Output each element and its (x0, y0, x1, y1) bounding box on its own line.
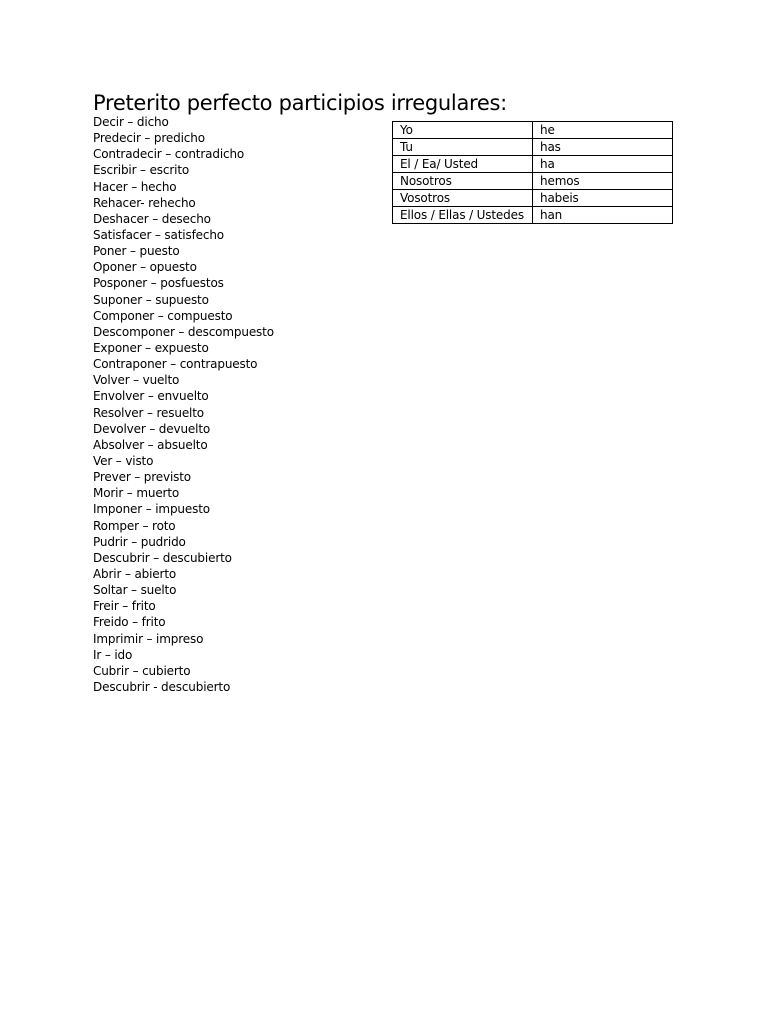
list-item: Posponer – posfuestos (93, 276, 224, 291)
form-cell: has (533, 139, 673, 156)
list-item: Absolver – absuelto (93, 437, 208, 452)
list-item: Descubrir - descubierto (93, 679, 231, 694)
form-cell: habeis (533, 190, 673, 207)
pronoun-cell: Yo (393, 122, 533, 139)
table-row (393, 190, 673, 207)
table-row (393, 122, 673, 139)
list-item: Descomponer – descompuesto (93, 324, 274, 339)
verb-participle-list (93, 114, 274, 695)
list-item: Deshacer – desecho (93, 211, 211, 226)
list-item: Rehacer- rehecho (93, 195, 196, 210)
pronoun-cell: Tu (393, 139, 533, 156)
list-item: Oponer – opuesto (93, 260, 197, 275)
list-item: Pudrir – pudrido (93, 534, 186, 549)
list-item: Ver – visto (93, 453, 154, 468)
list-item: Imprimir – impreso (93, 631, 204, 646)
list-item: Decir – dicho (93, 115, 169, 129)
list-item: Resolver – resuelto (93, 405, 204, 420)
list-item: Devolver – devuelto (93, 421, 211, 436)
list-item: Romper – roto (93, 518, 176, 533)
list-item: Componer – compuesto (93, 308, 233, 323)
form-cell: ha (533, 156, 673, 173)
list-item: Envolver – envuelto (93, 389, 209, 404)
list-item: Soltar – suelto (93, 583, 177, 598)
table-row (393, 173, 673, 190)
list-item: Escribir – escrito (93, 163, 190, 178)
list-item: Suponer – supuesto (93, 292, 209, 307)
list-item: Predecir – predicho (93, 131, 205, 146)
list-item: Satisfacer – satisfecho (93, 227, 224, 242)
pronoun-cell: Nosotros (393, 173, 533, 190)
pronoun-cell: El / Ea/ Usted (393, 156, 533, 173)
list-item: Freir – frito (93, 599, 156, 614)
list-item: Cubrir – cubierto (93, 663, 191, 678)
form-cell: hemos (533, 173, 673, 190)
page-title: Preterito perfecto participios irregulares: (93, 91, 507, 115)
list-item: Exponer – expuesto (93, 340, 209, 355)
table-row (393, 207, 673, 224)
form-cell: han (533, 207, 673, 224)
pronoun-cell: Ellos / Ellas / Ustedes (393, 207, 533, 224)
list-item: Hacer – hecho (93, 179, 177, 194)
table-row (393, 139, 673, 156)
list-item: Ir – ido (93, 647, 133, 662)
list-item: Morir – muerto (93, 486, 180, 501)
list-item: Contradecir – contradicho (93, 147, 245, 162)
list-item: Prever – previsto (93, 470, 191, 485)
form-cell: he (533, 122, 673, 139)
list-item: Freido – frito (93, 615, 166, 630)
list-item: Descubrir – descubierto (93, 550, 232, 565)
list-item: Imponer – impuesto (93, 502, 210, 517)
haber-conjugation-table (392, 121, 673, 224)
list-item: Abrir – abierto (93, 566, 177, 581)
list-item: Contraponer – contrapuesto (93, 357, 258, 372)
list-item: Volver – vuelto (93, 373, 180, 388)
list-item: Poner – puesto (93, 244, 180, 259)
table-row (393, 156, 673, 173)
pronoun-cell: Vosotros (393, 190, 533, 207)
